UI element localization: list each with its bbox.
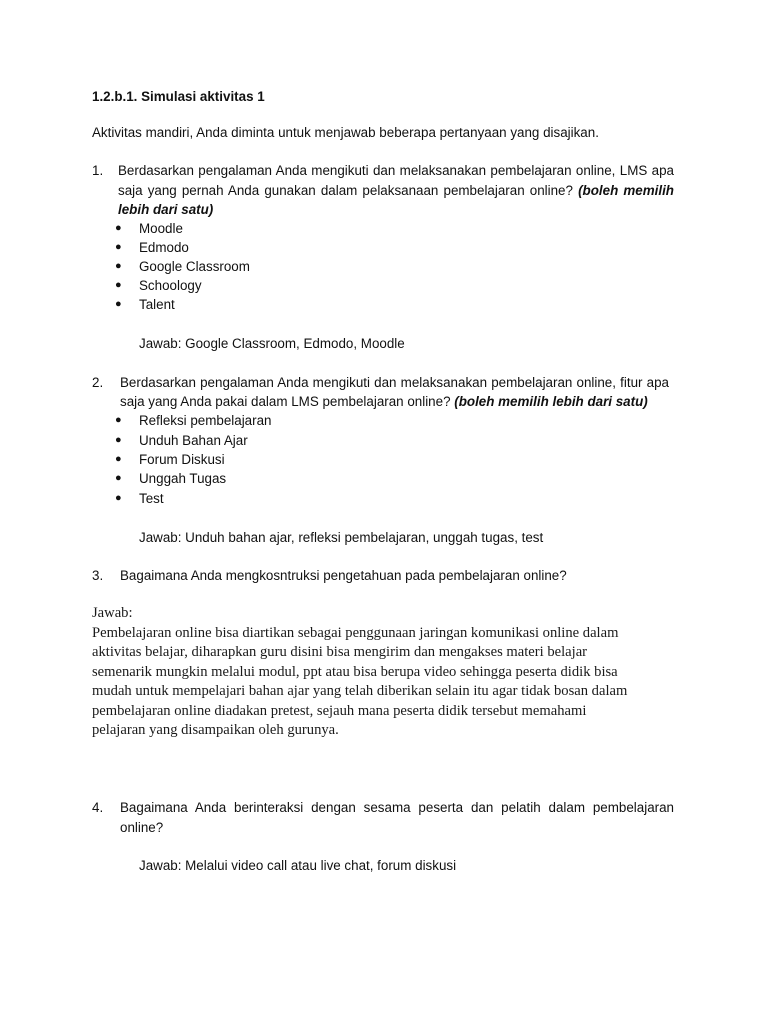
list-item: Moodle [139,221,183,236]
list-item: Unggah Tugas [139,471,227,486]
question-number: 4. [92,800,104,815]
section-heading: 1.2.b.1. Simulasi aktivitas 1 [92,89,265,104]
question-text-line: saja yang Anda pakai dalam LMS pembelajaran online? (boleh memilih lebih dari satu) [120,394,648,409]
list-item: Unduh Bahan Ajar [139,433,248,448]
bullet-icon: ● [115,279,122,291]
answer-line: pembelajaran online diadakan pretest, sejauh mana peserta didik tersebut memahami [92,703,587,719]
bullet-icon: ● [115,298,122,310]
question-emphasis: lebih dari satu) [118,202,214,217]
answer-line: pelajaran yang disampaikan oleh gurunya. [92,722,339,738]
answer-line: aktivitas belajar, diharapkan guru disini bisa mengirim dan mengakses materi belajar [92,644,588,660]
bullet-icon: ● [115,260,122,272]
bullet-icon: ● [115,434,122,446]
answer-line: semenarik mungkin melalui modul, ppt atau bisa berupa video sehingga peserta didik bisa [92,664,618,680]
list-item: Google Classroom [139,259,250,274]
list-item: Forum Diskusi [139,452,225,467]
answer-line: mudah untuk mempelajari bahan ajar yang telah diberikan selain itu agar tidak bosan dalam [92,683,628,699]
list-item: Test [139,491,164,506]
bullet-icon: ● [115,414,122,426]
answer-text: Jawab: Unduh bahan ajar, refleksi pembelajaran, unggah tugas, test [139,530,544,545]
question-text-line: saja yang pernah Anda gunakan dalam pelaksanaan pembelajaran online? (boleh memilih [118,183,674,198]
question-text-line: Berdasarkan pengalaman Anda mengikuti dan melaksanakan pembelajaran online, fitur apa [120,375,669,390]
question-text-line: Bagaimana Anda mengkosntruksi pengetahuan pada pembelajaran online? [120,568,567,583]
answer-text: Jawab: Melalui video call atau live chat, forum diskusi [139,858,457,873]
bullet-icon: ● [115,222,122,234]
answer-label: Jawab: [92,605,133,621]
intro-text: Aktivitas mandiri, Anda diminta untuk menjawab beberapa pertanyaan yang disajikan. [92,125,599,140]
question-number: 1. [92,163,104,178]
question-text-line: Bagaimana Anda berinteraksi dengan sesama peserta dan pelatih dalam pembelajaran [120,800,674,815]
bullet-icon: ● [115,241,122,253]
bullet-icon: ● [115,492,122,504]
list-item: Talent [139,297,175,312]
bullet-icon: ● [115,453,122,465]
list-item: Refleksi pembelajaran [139,413,272,428]
answer-line: Pembelajaran online bisa diartikan sebagai penggunaan jaringan komunikasi online dalam [92,625,619,641]
answer-text: Jawab: Google Classroom, Edmodo, Moodle [139,336,405,351]
question-text-line: online? [120,820,164,835]
question-number: 3. [92,568,104,583]
list-item: Schoology [139,278,202,293]
question-text-line: Berdasarkan pengalaman Anda mengikuti dan melaksanakan pembelajaran online, LMS apa [118,163,674,178]
question-number: 2. [92,375,104,390]
bullet-icon: ● [115,472,122,484]
list-item: Edmodo [139,240,189,255]
